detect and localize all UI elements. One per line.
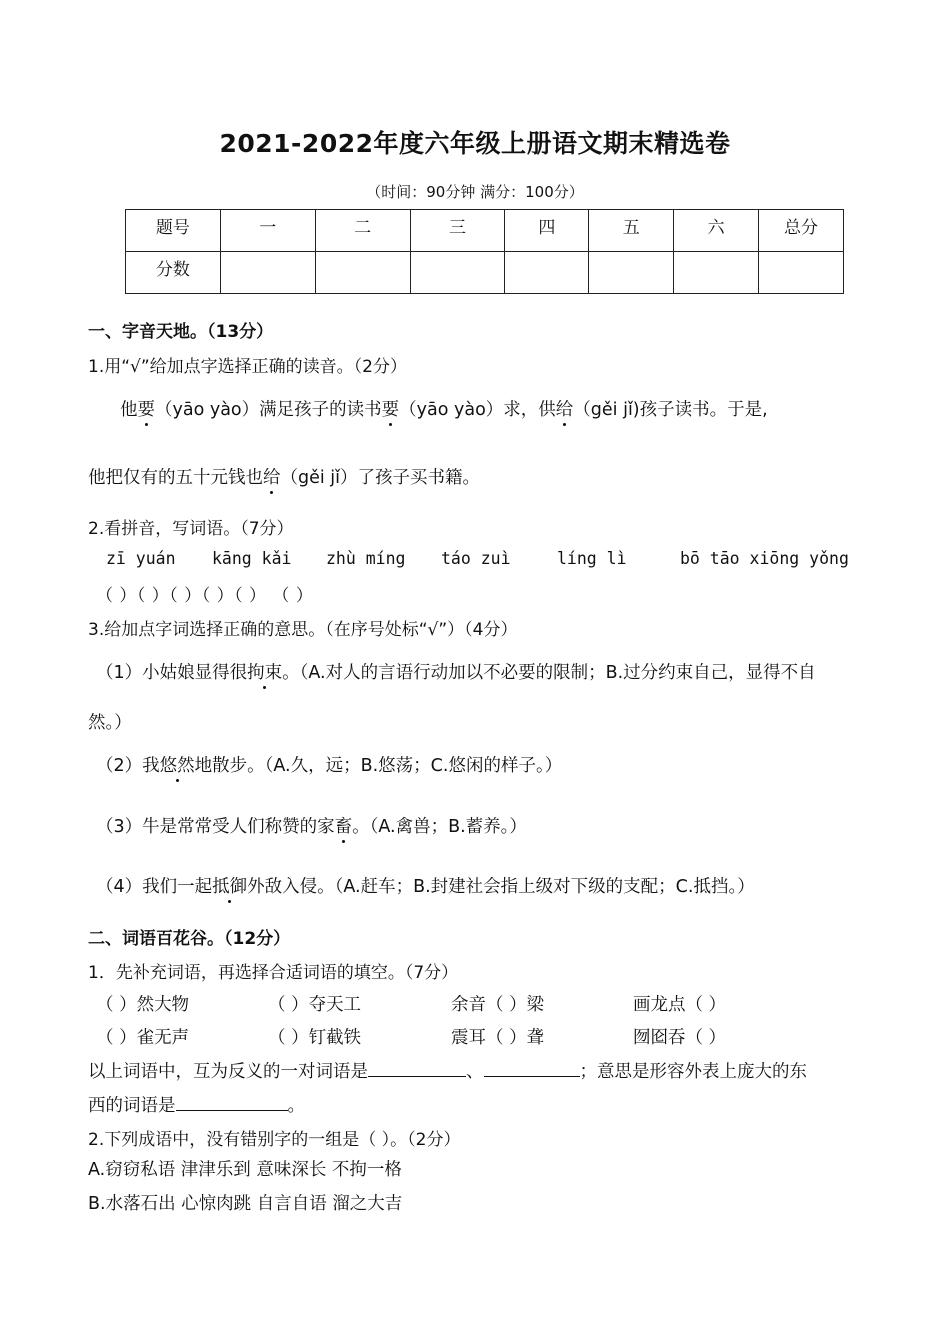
s1-q3-item2	[96, 752, 562, 777]
s1-q3-item3	[96, 813, 527, 838]
header-cell: 三	[410, 210, 505, 252]
score-table-score-row	[126, 252, 844, 294]
score-cell[interactable]	[315, 252, 410, 294]
pinyin-6: bō tāo xiōng yǒng	[680, 549, 849, 568]
dotted-char: 畜	[335, 813, 353, 838]
idiom-blank[interactable]: 囫囵吞（ ）	[633, 1028, 727, 1048]
idiom-blank[interactable]: （ ）雀无声	[96, 1028, 190, 1048]
s1-q3-item4	[96, 873, 755, 898]
idiom-blank[interactable]: 画龙点（ ）	[633, 995, 727, 1015]
text: （4）我们一起	[96, 877, 213, 897]
text: 地散步。（A.久，远；B.悠荡；C.悠闲的样子。）	[194, 756, 563, 776]
text: 外敌入侵。（A.赶车；B.封建社会指上级对下级的支配；C.抵挡。）	[247, 877, 755, 897]
text: 。	[287, 1096, 305, 1116]
answer-blanks[interactable]: （ ）（ ）（ ）（ ）（ ） （ ）	[96, 586, 314, 606]
s1-q1-line2	[88, 464, 480, 489]
header-cell: 二	[315, 210, 410, 252]
pinyin-3: zhù míng	[326, 549, 406, 568]
s2-q1-prompt: 1．先补充词语，再选择合适词语的填空。（7分）	[88, 963, 459, 983]
text: 。（A.禽兽；B.蓄养。）	[352, 817, 527, 837]
pinyin-1: zī yuán	[106, 549, 176, 568]
score-table-header-row	[126, 210, 844, 252]
idiom-blank[interactable]: 余音（ ）梁	[451, 995, 545, 1015]
header-cell: 一	[220, 210, 315, 252]
text: （gěi jǐ）了孩子买书籍。	[280, 468, 481, 488]
section-2-heading: 二、词语百花谷。（12分）	[88, 929, 291, 949]
header-cell: 题号	[126, 210, 221, 252]
s2-q2-prompt: 2.下列成语中，没有错别字的一组是（ ）。（2分）	[88, 1130, 461, 1150]
s2-q1-fill-line1	[88, 1058, 807, 1083]
s1-q3-prompt: 3.给加点字词选择正确的意思。（在序号处标“√”）（4分）	[88, 620, 518, 640]
pinyin-5: líng lì	[557, 549, 627, 568]
header-cell: 五	[589, 210, 674, 252]
score-cell[interactable]	[759, 252, 844, 294]
dotted-char: 给	[556, 396, 574, 421]
text: （2）我	[96, 756, 160, 776]
pinyin-2: kāng kǎi	[212, 549, 292, 568]
header-cell: 总分	[759, 210, 844, 252]
dotted-char: 给	[263, 464, 281, 489]
s1-q1-prompt: 1.用“√”给加点字选择正确的读音。（2分）	[88, 357, 407, 377]
s2-q1-fill-line2	[88, 1092, 305, 1117]
text: 以上词语中，互为反义的一对词语是	[88, 1062, 368, 1082]
text: （yāo yào）求，供	[399, 400, 556, 420]
option-b[interactable]: B.水落石出 心惊肉跳 自言自语 溜之大吉	[88, 1194, 403, 1214]
score-cell[interactable]	[589, 252, 674, 294]
text: （3）牛是常常受人们称赞的家	[96, 817, 335, 837]
s1-q3-item1-cont: 然。）	[88, 713, 132, 733]
score-cell[interactable]	[220, 252, 315, 294]
text: 、	[466, 1062, 484, 1082]
idiom-blank[interactable]: （ ）钉截铁	[268, 1028, 362, 1048]
score-table	[125, 209, 844, 294]
pinyin-4: táo zuì	[441, 549, 511, 568]
idiom-blank[interactable]: （ ）然大物	[96, 995, 190, 1015]
answer-blank[interactable]	[176, 1094, 288, 1111]
text: 西的词语是	[88, 1096, 176, 1116]
header-cell: 四	[505, 210, 589, 252]
page-title: 2021-2022年度六年级上册语文期末精选卷	[219, 129, 731, 158]
text: （1）小姑娘显得很	[96, 663, 248, 683]
score-cell[interactable]	[674, 252, 759, 294]
text: （gěi jǐ)孩子读书。于是,	[573, 400, 768, 420]
s1-q1-line1	[120, 396, 768, 421]
s1-q2-prompt: 2.看拼音，写词语。（7分）	[88, 519, 294, 539]
score-cell[interactable]	[505, 252, 589, 294]
text: 他	[120, 400, 138, 420]
text: （yāo yào）满足孩子的读书	[155, 400, 382, 420]
section-1-heading: 一、字音天地。（13分）	[88, 322, 274, 342]
option-a[interactable]: A.窃窃私语 津津乐到 意味深长 不拘一格	[88, 1160, 402, 1180]
answer-blank[interactable]	[368, 1060, 466, 1077]
exam-info: （时间：90分钟 满分：100分）	[366, 183, 584, 201]
s1-q3-item1	[96, 659, 816, 684]
dotted-word: 抵御	[212, 873, 247, 898]
dotted-char: 要	[138, 396, 156, 421]
header-cell: 六	[674, 210, 759, 252]
text: 他把仅有的五十元钱也	[88, 468, 263, 488]
text: 。（A.对人的言语行动加以不必要的限制；B.过分约束自己，显得不自	[282, 663, 816, 683]
dotted-word: 拘束	[247, 659, 282, 684]
row-label: 分数	[126, 252, 221, 294]
idiom-blank[interactable]: （ ）夺天工	[268, 995, 362, 1015]
text: ；意思是形容外表上庞大的东	[579, 1062, 807, 1082]
dotted-char: 要	[382, 396, 400, 421]
idiom-blank[interactable]: 震耳（ ）聋	[451, 1028, 545, 1048]
score-cell[interactable]	[410, 252, 505, 294]
answer-blank[interactable]	[484, 1060, 580, 1077]
dotted-word: 悠然	[160, 752, 195, 777]
